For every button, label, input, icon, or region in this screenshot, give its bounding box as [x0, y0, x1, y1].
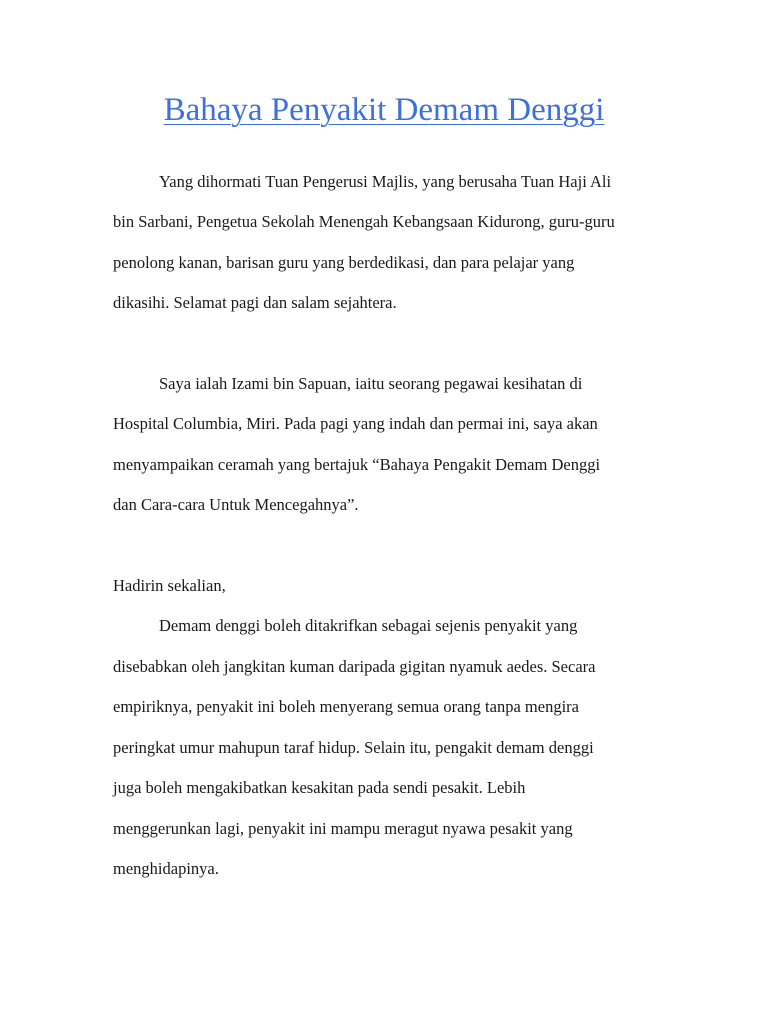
paragraph-1-line-3: penolong kanan, barisan guru yang berdedikasi, dan para pelajar yang — [113, 253, 575, 272]
paragraph-2-line-2: Hospital Columbia, Miri. Pada pagi yang indah dan permai ini, saya akan — [113, 414, 598, 433]
paragraph-3-line-3: empiriknya, penyakit ini boleh menyerang semua orang tanpa mengira — [113, 697, 579, 716]
paragraph-1-line-2: bin Sarbani, Pengetua Sekolah Menengah Kebangsaan Kidurong, guru-guru — [113, 212, 615, 231]
paragraph-3-line-4: peringkat umur mahupun taraf hidup. Selain itu, pengakit demam denggi — [113, 738, 594, 757]
paragraph-3-line-1: Demam denggi boleh ditakrifkan sebagai sejenis penyakit yang — [159, 616, 578, 635]
paragraph-2-line-1: Saya ialah Izami bin Sapuan, iaitu seorang pegawai kesihatan di — [159, 374, 583, 393]
paragraph-1-line-1: Yang dihormati Tuan Pengerusi Majlis, yang berusaha Tuan Haji Ali — [159, 172, 612, 191]
paragraph-1-line-4: dikasihi. Selamat pagi dan salam sejahtera. — [113, 293, 397, 312]
paragraph-2-line-4: dan Cara-cara Untuk Mencegahnya”. — [113, 495, 359, 514]
paragraph-2-line-3: menyampaikan ceramah yang bertajuk “Bahaya Pengakit Demam Denggi — [113, 455, 601, 474]
salutation: Hadirin sekalian, — [113, 576, 226, 595]
paragraph-3-line-6: menggerunkan lagi, penyakit ini mampu meragut nyawa pesakit yang — [113, 819, 573, 838]
paragraph-3-line-7: menghidapinya. — [113, 859, 219, 878]
paragraph-3-line-5: juga boleh mengakibatkan kesakitan pada sendi pesakit. Lebih — [113, 778, 526, 797]
paragraph-3-line-2: disebabkan oleh jangkitan kuman daripada gigitan nyamuk aedes. Secara — [113, 657, 596, 676]
document-title: Bahaya Penyakit Demam Denggi — [163, 92, 605, 128]
